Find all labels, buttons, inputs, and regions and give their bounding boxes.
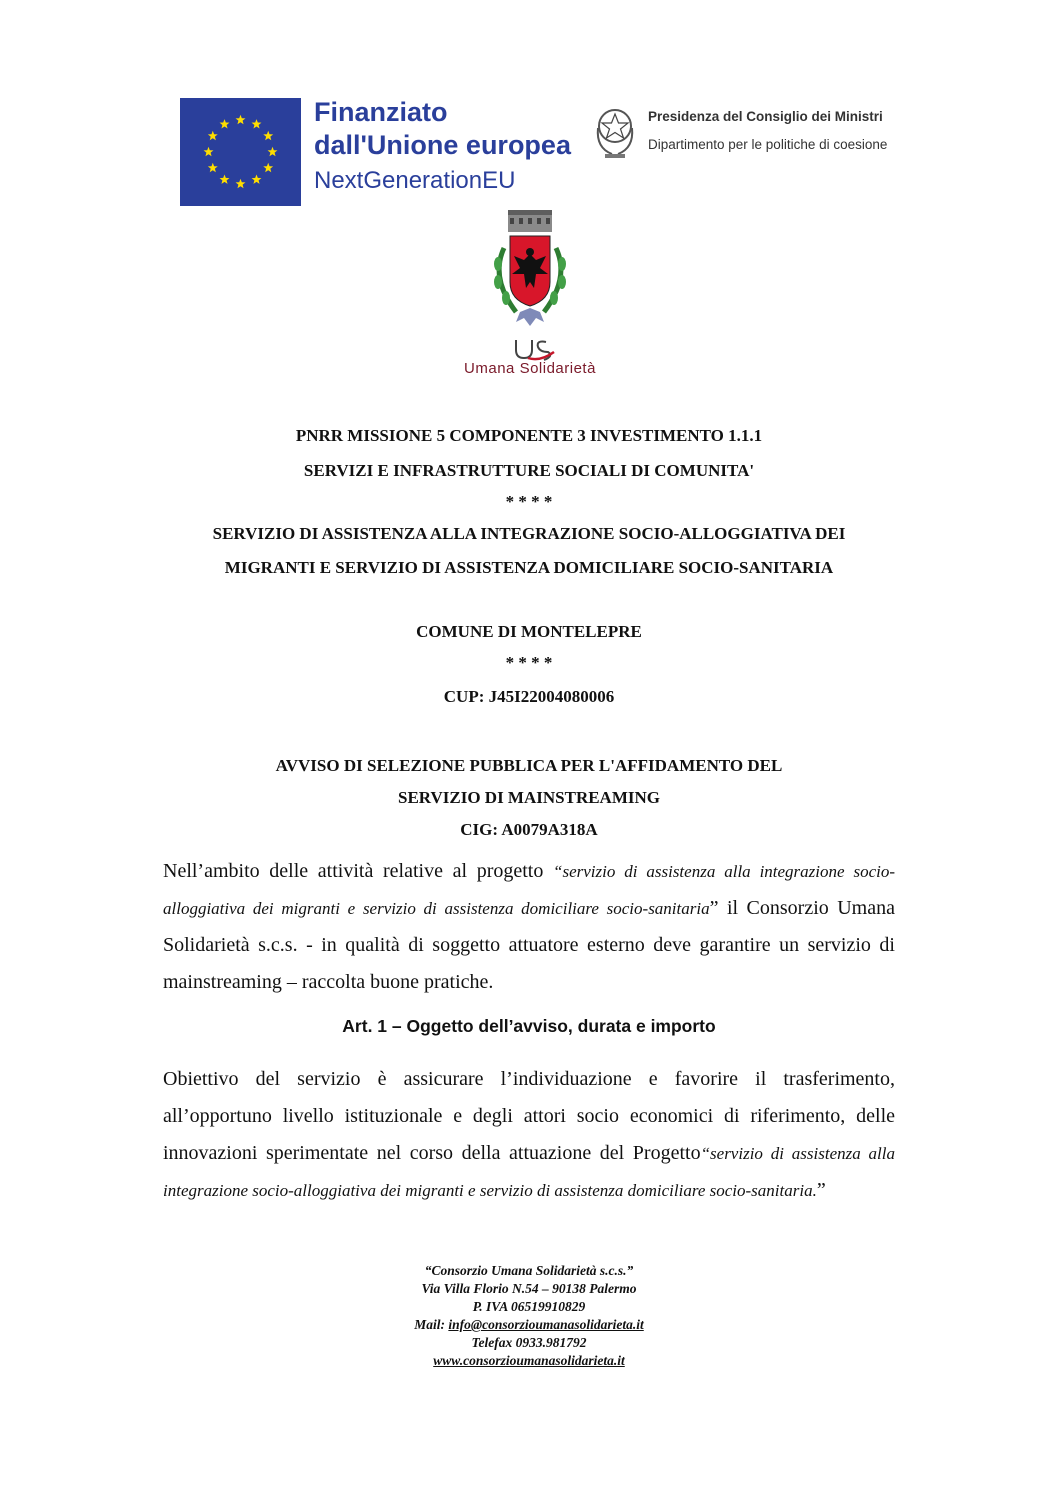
eu-flag-icon xyxy=(180,98,301,206)
intro-paragraph xyxy=(163,853,895,1001)
eu-star-icon xyxy=(204,147,214,156)
eu-star-icon xyxy=(208,131,218,140)
eu-star-icon xyxy=(252,119,262,128)
us-monogram-icon xyxy=(510,338,556,362)
municipal-coat-of-arms-icon xyxy=(482,208,578,334)
cig-code: CIG: A0079A318A xyxy=(460,820,598,839)
pcm-line1: Presidenza del Consiglio dei Ministri xyxy=(648,109,883,124)
eu-star-icon xyxy=(236,115,246,124)
intro-tail: ” il Consorzio Umana Solidarietà s.c.s. - in qualità di soggetto attuatore esterno deve garantire un servizio di mainstreaming – raccolta buone pratiche. xyxy=(163,897,895,993)
article-1-body xyxy=(163,1061,895,1209)
italian-republic-emblem-icon xyxy=(592,102,638,162)
org-name: Umana Solidarietà xyxy=(464,360,596,377)
eu-line1: Finanziato xyxy=(314,97,448,127)
comune-label: COMUNE DI MONTELEPRE xyxy=(416,622,642,641)
article-1-project-name: “servizio di assistenza alla integrazione socio-alloggiativa dei migranti e servizio di assistenza domiciliare socio-sanitaria. xyxy=(163,1144,895,1200)
intro-lead: Nell’ambito delle attività relative al progetto xyxy=(163,860,553,882)
programme-title: PNRR MISSIONE 5 COMPONENTE 3 INVESTIMENTO 1.1.1 xyxy=(295,426,763,445)
footer-vat: P. IVA 06519910829 xyxy=(472,1299,586,1314)
eu-funding-label xyxy=(314,96,571,199)
separator: * * * * xyxy=(505,653,553,672)
eu-line2: dall'Unione europea xyxy=(314,130,571,160)
pcm-line2: Dipartimento per le politiche di coesione xyxy=(648,137,888,152)
eu-star-icon xyxy=(263,163,273,172)
separator: * * * * xyxy=(505,492,553,511)
pcm-label xyxy=(648,106,887,156)
footer-address: Via Villa Florio N.54 – 90138 Palermo xyxy=(421,1281,637,1296)
eu-line3: NextGenerationEU xyxy=(314,167,516,194)
footer-website-link[interactable]: www.consorzioumanasolidarieta.it xyxy=(433,1353,625,1368)
eu-star-icon xyxy=(208,163,218,172)
footer-mail-link[interactable]: info@consorzioumanasolidarieta.it xyxy=(448,1317,644,1332)
eu-star-icon xyxy=(263,131,273,140)
umana-solidarieta-logo xyxy=(438,336,622,386)
article-1-tail: ” xyxy=(816,1179,826,1201)
article-1-lead: Obiettivo del servizio è assicurare l’individuazione e favorire il trasferimento, all’opportuno livello istituzionale e degli attori socio economici di riferimento, delle innovazioni sperimentate nel corso della attuazione del Progetto xyxy=(163,1068,895,1164)
footer-mail-line xyxy=(0,1316,1058,1334)
cup-code: CUP: J45I22004080006 xyxy=(443,687,615,706)
footer-org-name: “Consorzio Umana Solidarietà s.c.s.” xyxy=(424,1263,634,1278)
footer-contacts xyxy=(0,1262,1058,1370)
intro-project-name: “servizio di assistenza alla integrazione socio-alloggiativa dei migranti e servizio di assistenza domiciliare socio-sanitaria xyxy=(163,862,896,918)
footer-mail-label: Mail: xyxy=(414,1317,449,1332)
eu-star-icon xyxy=(252,175,262,184)
eu-star-icon xyxy=(220,119,230,128)
notice-title-line1: AVVISO DI SELEZIONE PUBBLICA PER L'AFFIDAMENTO DEL xyxy=(275,756,783,775)
eu-star-icon xyxy=(220,175,230,184)
programme-subtitle: SERVIZI E INFRASTRUTTURE SOCIALI DI COMUNITA' xyxy=(303,461,755,480)
eu-star-icon xyxy=(268,147,278,156)
notice-title-line2: SERVIZIO DI MAINSTREAMING xyxy=(398,788,660,807)
article-1-title: Art. 1 – Oggetto dell’avviso, durata e importo xyxy=(342,1016,716,1036)
service-title-line2: MIGRANTI E SERVIZIO DI ASSISTENZA DOMICILIARE SOCIO-SANITARIA xyxy=(224,558,834,577)
eu-star-icon xyxy=(236,179,246,188)
footer-telefax: Telefax 0933.981792 xyxy=(471,1335,587,1350)
eu-stars-icon xyxy=(180,98,301,206)
service-title-line1: SERVIZIO DI ASSISTENZA ALLA INTEGRAZIONE SOCIO-ALLOGGIATIVA DEI xyxy=(212,524,846,543)
